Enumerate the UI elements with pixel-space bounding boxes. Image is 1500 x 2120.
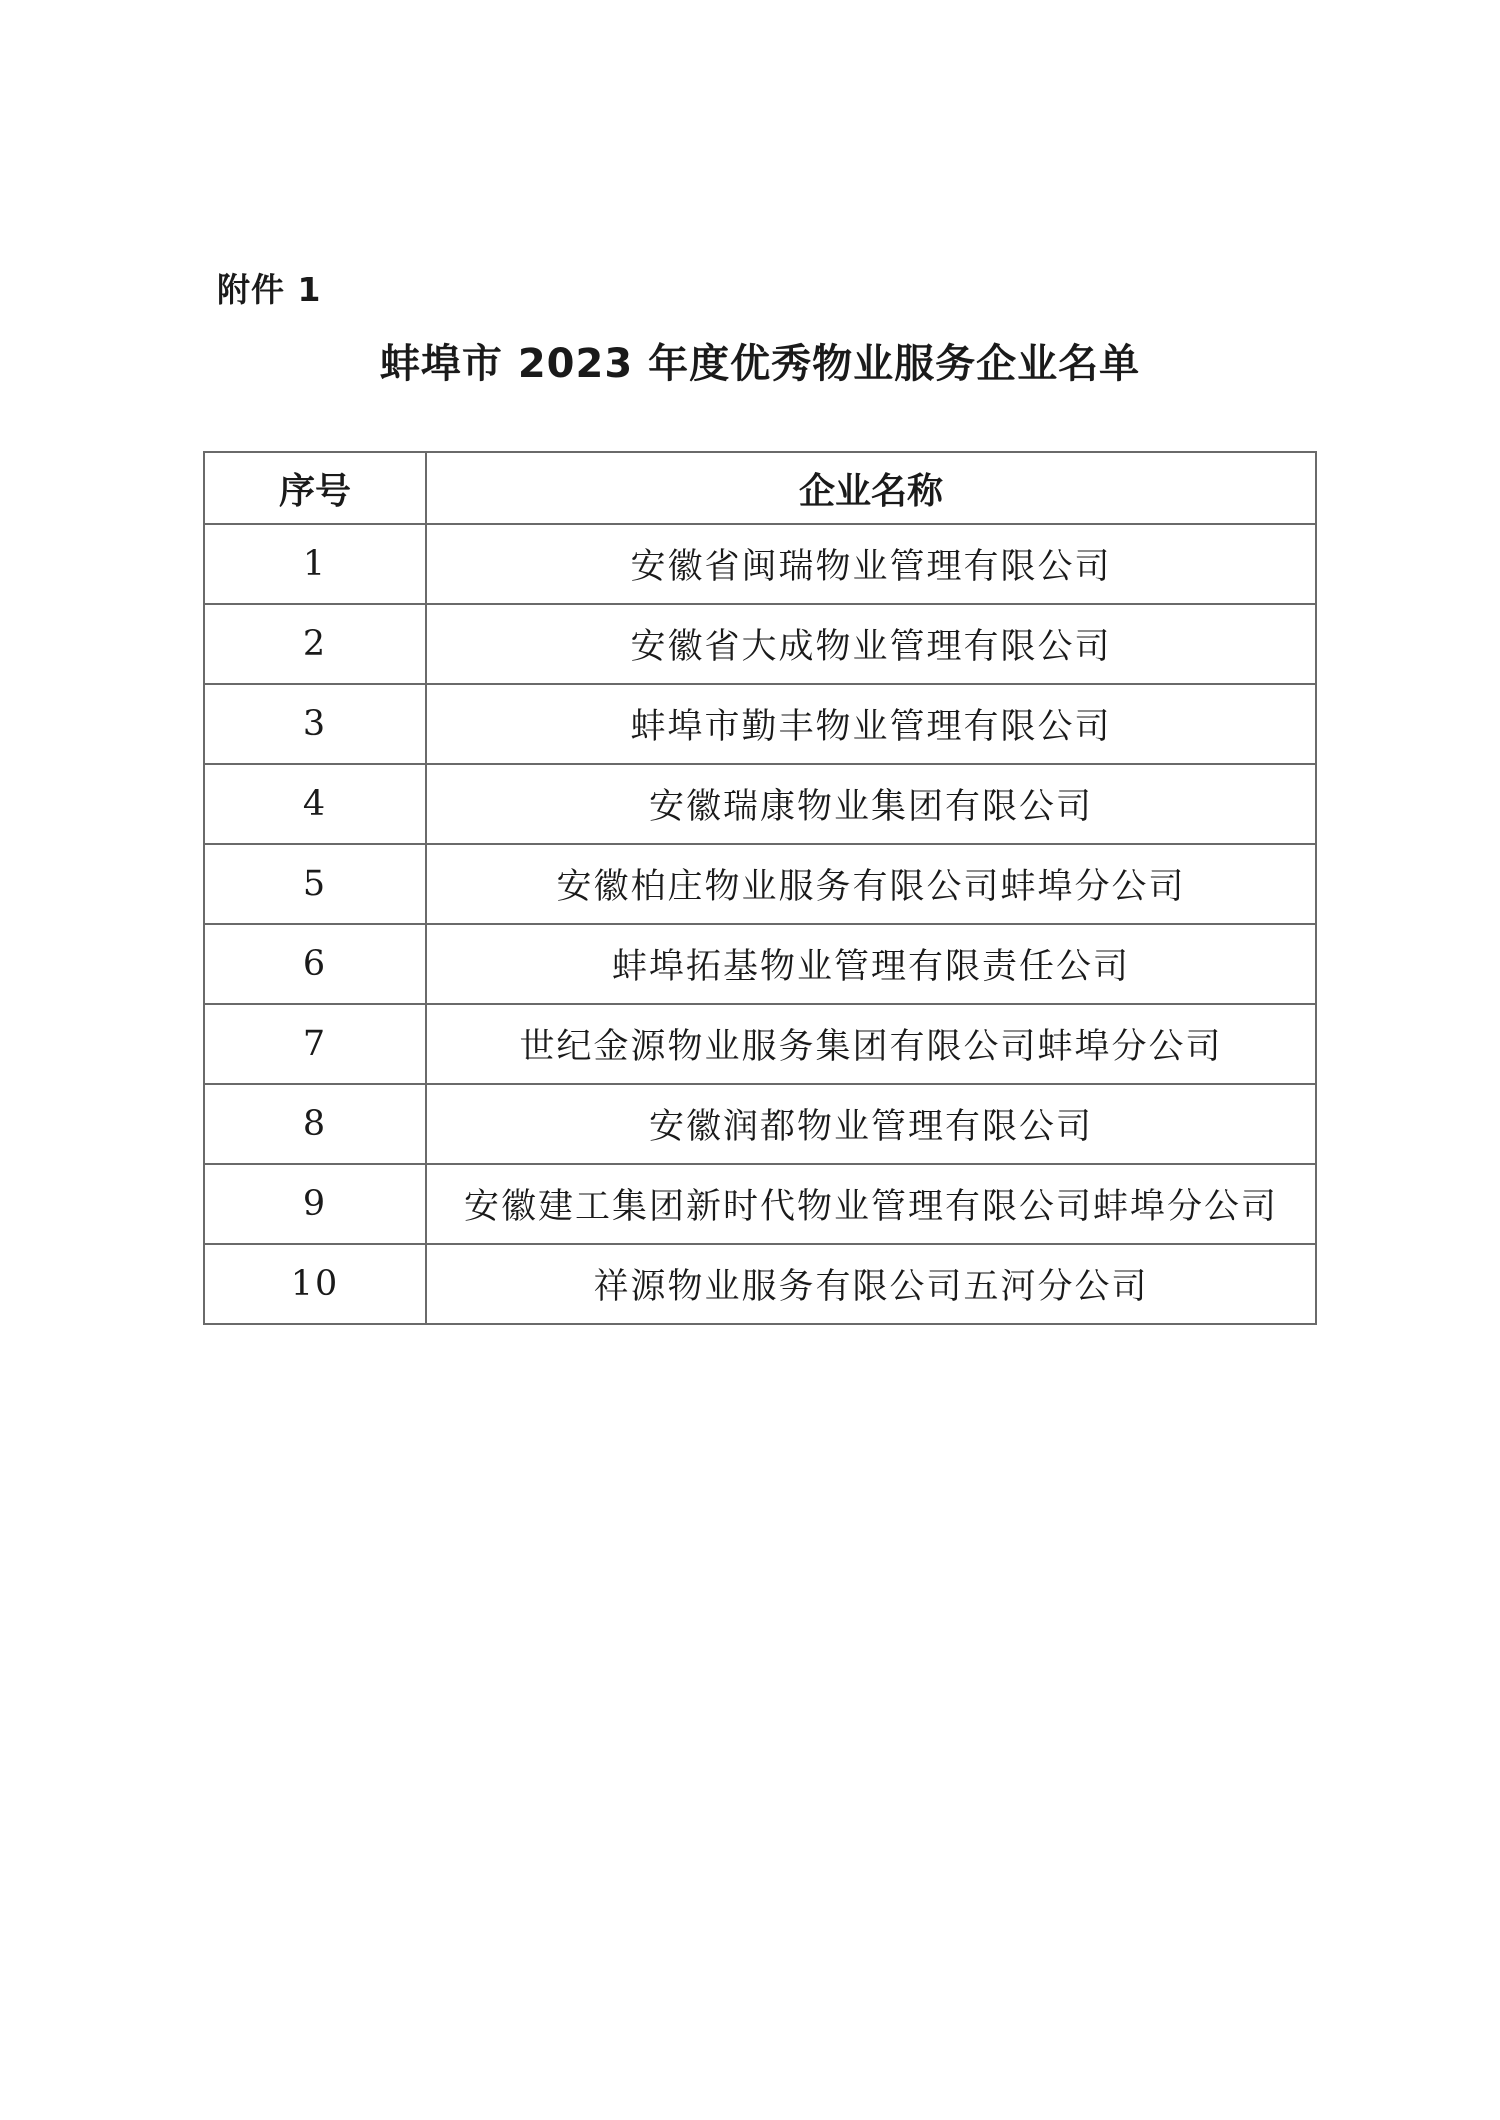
row-enterprise-name: 安徽柏庄物业服务有限公司蚌埠分公司 bbox=[426, 844, 1316, 924]
header-name: 企业名称 bbox=[426, 452, 1316, 524]
row-seq: 8 bbox=[204, 1084, 426, 1164]
row-seq: 9 bbox=[204, 1164, 426, 1244]
row-seq: 1 bbox=[204, 524, 426, 604]
row-enterprise-name: 世纪金源物业服务集团有限公司蚌埠分公司 bbox=[426, 1004, 1316, 1084]
document-title: 蚌埠市 2023 年度优秀物业服务企业名单 bbox=[379, 341, 1141, 387]
table-row bbox=[204, 844, 1316, 924]
table-header-row bbox=[204, 452, 1316, 524]
table-row bbox=[204, 684, 1316, 764]
row-enterprise-name: 祥源物业服务有限公司五河分公司 bbox=[426, 1244, 1316, 1324]
table-row bbox=[204, 764, 1316, 844]
table-row bbox=[204, 1244, 1316, 1324]
row-enterprise-name: 蚌埠市勤丰物业管理有限公司 bbox=[426, 684, 1316, 764]
row-seq: 7 bbox=[204, 1004, 426, 1084]
row-seq: 6 bbox=[204, 924, 426, 1004]
table-row bbox=[204, 924, 1316, 1004]
row-enterprise-name: 安徽省大成物业管理有限公司 bbox=[426, 604, 1316, 684]
row-seq: 10 bbox=[204, 1244, 426, 1324]
row-enterprise-name: 安徽建工集团新时代物业管理有限公司蚌埠分公司 bbox=[426, 1164, 1316, 1244]
row-enterprise-name: 蚌埠拓基物业管理有限责任公司 bbox=[426, 924, 1316, 1004]
table-row bbox=[204, 1164, 1316, 1244]
header-seq: 序号 bbox=[204, 452, 426, 524]
row-seq: 2 bbox=[204, 604, 426, 684]
row-seq: 4 bbox=[204, 764, 426, 844]
row-enterprise-name: 安徽瑞康物业集团有限公司 bbox=[426, 764, 1316, 844]
attachment-label: 附件 1 bbox=[217, 270, 322, 309]
table-row bbox=[204, 1084, 1316, 1164]
row-enterprise-name: 安徽省闽瑞物业管理有限公司 bbox=[426, 524, 1316, 604]
row-enterprise-name: 安徽润都物业管理有限公司 bbox=[426, 1084, 1316, 1164]
enterprise-list-table bbox=[203, 451, 1317, 1325]
row-seq: 5 bbox=[204, 844, 426, 924]
table-row bbox=[204, 1004, 1316, 1084]
table-row bbox=[204, 524, 1316, 604]
table-row bbox=[204, 604, 1316, 684]
row-seq: 3 bbox=[204, 684, 426, 764]
